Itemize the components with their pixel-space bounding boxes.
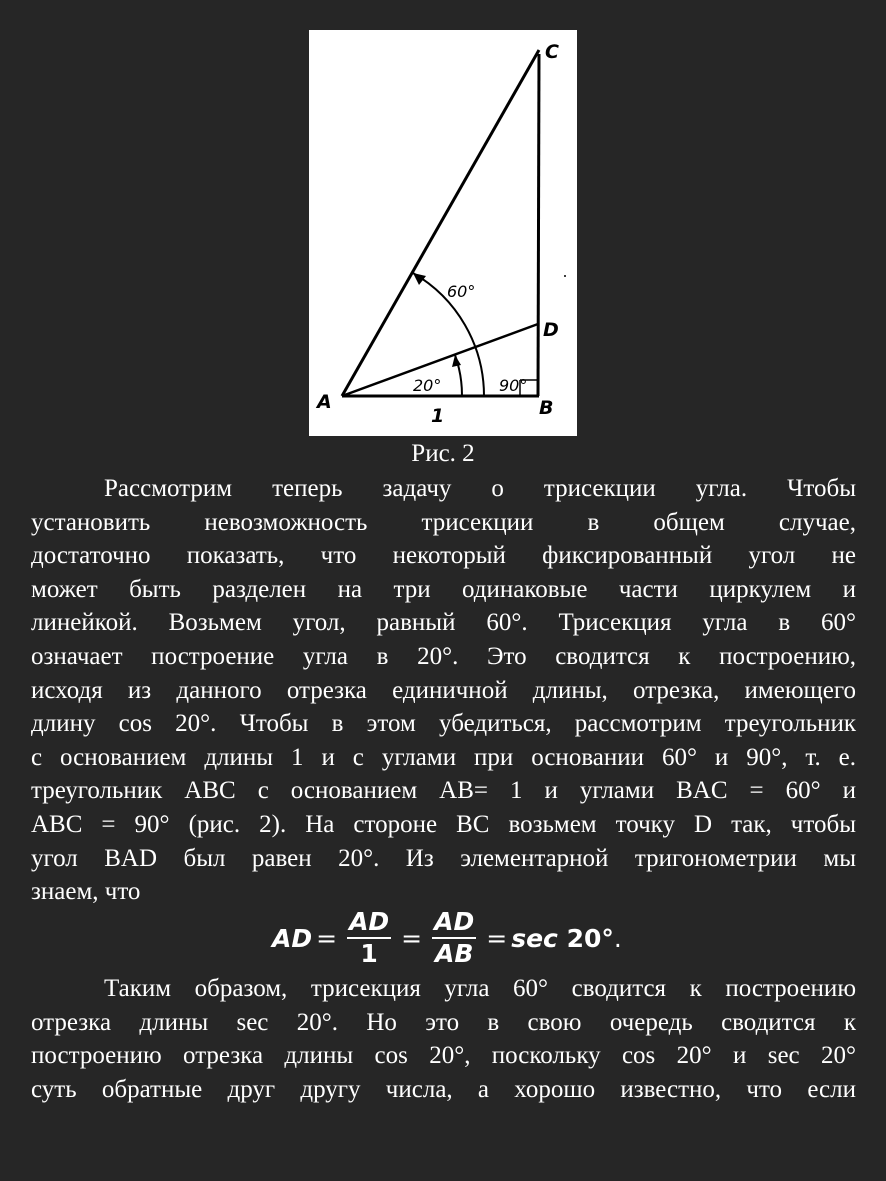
fraction-numerator: AD [349,907,390,936]
label-a: A [317,391,332,413]
side-ac [342,50,539,396]
text-line: означает построение угла в 20°. Это сводится к построению, [31,642,856,670]
equals-sign: = [316,923,338,953]
text-line: длину cos 20°. Чтобы в этом убедиться, рассмотрим треугольник [31,710,856,738]
paragraph-1 [31,472,856,909]
text-line: построению отрезка длины cos 20°, поскольку cos 20° и sec 20° [31,1042,856,1070]
label-c: C [545,41,559,63]
figure-caption: Рис. 2 [411,440,475,467]
paragraph-2 [31,972,856,1106]
text-line: может быть разделен на три одинаковые части циркулем и [31,575,856,603]
angle-label-20: 20° [413,376,442,395]
formula-angle: 20° [566,923,614,953]
text-line: исходя из данного отрезка единичной длины, отрезка, имеющего [31,676,856,704]
text-line: Рассмотрим теперь задачу о трисекции угла. Чтобы [104,475,856,502]
text-line: достаточно показать, что некоторый фиксированный угол не [31,542,856,570]
formula-end: . [613,923,622,953]
label-d: D [543,319,559,341]
text-line: суть обратные друг другу числа, а хорошо известно, что если [31,1075,856,1103]
text-line: знаем, что [31,878,141,906]
label-b: B [539,397,554,419]
text-line: угол BAD был равен 20°. Из элементарной тригонометрии мы [31,844,856,872]
fraction-ad-over-1 [347,907,391,969]
fraction-denominator: 1 [360,939,378,968]
formula-sec: sec [511,923,558,953]
side-bc [538,54,539,396]
triangle-diagram [309,30,577,436]
formula-lhs: AD [272,923,313,953]
fraction-denominator: AB [434,939,474,968]
figure-triangle [309,30,577,436]
fraction-ad-over-ab [432,907,476,969]
text-line: ABC = 90° (рис. 2). На стороне BC возьмем точку D так, чтобы [31,810,856,838]
text-line: установить невозможность трисекции в общем случае, [31,508,856,536]
text-line: линейкой. Возьмем угол, равный 60°. Трисекция угла в 60° [31,609,856,637]
text-line: Таким образом, трисекция угла 60° сводится к построению [104,975,856,1002]
speck [564,275,566,277]
angle-label-90: 90° [499,376,528,395]
text-line: отрезка длины sec 20°. Но это в свою очередь сводится к [31,1008,856,1036]
text-line: треугольник ABC с основанием AB= 1 и углами BAC = 60° и [31,777,856,805]
equals-sign: = [401,923,423,953]
text-line: с основанием длины 1 и с углами при основании 60° и 90°, т. е. [31,743,856,771]
equals-sign: = [486,923,508,953]
angle-label-60: 60° [447,282,476,301]
formula-ad-sec [272,902,622,974]
fraction-numerator: AD [434,907,475,936]
label-base-length: 1 [431,405,445,427]
